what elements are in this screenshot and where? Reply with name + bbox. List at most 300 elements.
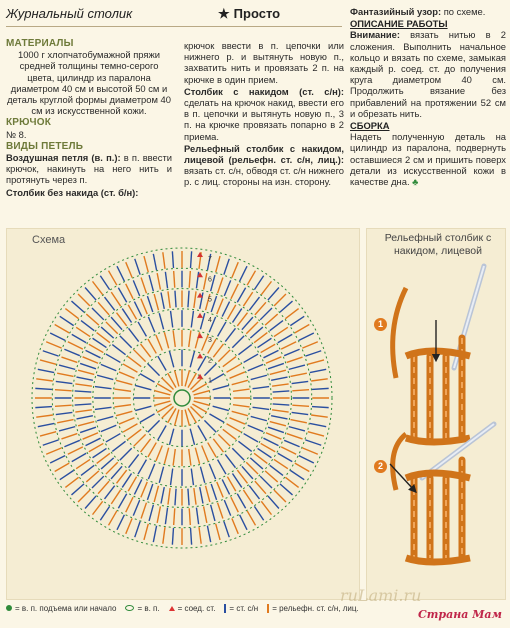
chart-stitch-mark xyxy=(123,424,137,432)
chart-stitch-mark xyxy=(244,354,258,362)
chart-stitch-mark xyxy=(65,477,78,487)
assembly-body: Надеть полученную деталь на цилиндр из паралона, подвернуть оставшиеся 2 см и пришить поверх детали из искусственной кожи в качестве дна. xyxy=(350,131,506,188)
chart-stitch-mark xyxy=(280,484,293,495)
chart-stitch-mark xyxy=(263,350,278,357)
chart-stitch-mark xyxy=(55,325,69,333)
chart-stitch-mark xyxy=(163,527,165,544)
chart-row-number: 1 xyxy=(208,377,212,385)
chart-stitch-mark xyxy=(165,272,167,289)
chart-stitch-mark xyxy=(156,335,162,350)
chart-stitch-mark xyxy=(224,500,230,515)
chart-stitch-mark xyxy=(76,327,90,336)
chart-stitch-mark xyxy=(254,333,267,343)
chart-stitch-mark xyxy=(231,284,238,299)
relief-stitch-illustration xyxy=(366,228,504,598)
chart-stitch-mark xyxy=(247,271,255,285)
chart-stitch-mark xyxy=(169,351,173,367)
chart-stitch-mark xyxy=(60,470,74,479)
chart-stitch-mark xyxy=(299,456,314,463)
chart-stitch-mark xyxy=(255,481,266,494)
chart-stitch-mark xyxy=(106,354,120,362)
chart-stitch-mark xyxy=(281,447,296,454)
chart-stitch-mark xyxy=(111,490,120,504)
chart-stitch-mark xyxy=(305,440,321,445)
chart-stitch-mark xyxy=(38,423,54,426)
chart-stitch-mark xyxy=(93,501,103,514)
chart-stitch-mark xyxy=(40,432,56,436)
chart-stitch-mark xyxy=(189,330,191,347)
chart-stitch-mark xyxy=(292,412,309,414)
chart-stitch-mark xyxy=(232,309,241,323)
chart-stitch-mark xyxy=(122,474,131,488)
double-crochet-text: сделать на крючок накид, ввести его в п. цепочки и вытянуть новую п., 3 п. на крючке провязать попарно в 2 приема. xyxy=(184,97,344,142)
chart-stitch-mark xyxy=(157,273,160,289)
chart-stitch-mark xyxy=(261,281,271,294)
assembly-text xyxy=(350,131,506,187)
chart-stitch-mark xyxy=(78,294,90,306)
magazine-section-title: Журнальный столик xyxy=(6,6,133,21)
chart-stitch-mark xyxy=(195,332,199,348)
chart-stitch-mark xyxy=(216,256,220,272)
chart-stitch-mark xyxy=(141,277,146,293)
chart-stitch-mark xyxy=(43,440,59,445)
chart-stitch-mark xyxy=(144,524,148,540)
chart-stitch-mark xyxy=(71,301,84,312)
chart-stitch-mark xyxy=(35,388,52,389)
chart-stitch-mark xyxy=(289,365,305,369)
legend-item-start xyxy=(6,604,116,613)
chart-stitch-mark xyxy=(100,506,109,520)
site-logo: Страна Мам xyxy=(418,608,502,621)
chart-stitch-mark xyxy=(120,448,132,460)
chart-stitch-mark xyxy=(261,344,275,352)
chart-stitch-mark xyxy=(156,446,162,461)
chart-stitch-mark xyxy=(196,508,198,525)
chart-stitch-mark xyxy=(46,448,61,454)
chart-stitch-mark xyxy=(266,357,281,363)
chart-stitch-mark xyxy=(35,407,52,408)
chart-stitch-mark xyxy=(168,291,170,308)
chart-stitch-mark xyxy=(260,308,272,320)
relief-stitch-text: вязать ст. с/н, обводя ст. с/н нижнего р. с лиц. стороны на изн. сторону. xyxy=(184,165,344,188)
chart-stitch-mark xyxy=(224,280,230,295)
chart-stitch-mark xyxy=(148,443,156,457)
chart-stitch-mark xyxy=(302,342,317,348)
chart-stitch-mark xyxy=(97,416,113,420)
chart-stitch-mark xyxy=(86,471,99,482)
chart-stitch-mark xyxy=(165,508,167,525)
chart-stitch-mark xyxy=(261,501,271,514)
chart-stitch-mark xyxy=(249,297,259,310)
chart-stitch-mark xyxy=(95,407,112,409)
chart-stitch-mark xyxy=(233,389,250,391)
chart-stitch-mark xyxy=(43,351,59,356)
chart-stitch-mark xyxy=(194,488,196,505)
chart-stitch-mark xyxy=(168,488,170,505)
chart-stitch-mark xyxy=(287,434,303,439)
double-crochet-term: Столбик с накидом (ст. с/н): xyxy=(184,85,344,97)
chart-stitch-mark xyxy=(308,432,324,436)
chart-stitch-mark xyxy=(290,316,304,325)
chart-stitch-mark xyxy=(141,439,151,452)
chart-spokes xyxy=(35,251,329,545)
chart-stitch-mark xyxy=(274,459,288,468)
chart-stitch-mark xyxy=(83,357,98,363)
chart-stitch-mark xyxy=(95,387,112,389)
chart-stitch-mark xyxy=(232,474,241,488)
chart-stitch-mark xyxy=(93,448,107,457)
chart-stitch-mark xyxy=(86,314,99,325)
chart-row-number: 7 xyxy=(208,256,212,263)
chart-stitch-mark xyxy=(97,453,110,463)
chart-stitch-mark xyxy=(209,464,215,479)
chart-stitch-mark xyxy=(40,360,56,364)
chart-stitch-mark xyxy=(128,305,136,319)
chart-stitch-mark xyxy=(271,416,287,419)
chart-stitch-mark xyxy=(135,406,151,410)
chart-stitch-mark xyxy=(194,291,196,308)
chart-stitch-mark xyxy=(134,479,141,494)
chart-stitch-mark xyxy=(218,277,223,293)
chart-stitch-mark xyxy=(198,425,206,439)
chart-stitch-mark xyxy=(112,345,125,355)
chart-stitch-mark xyxy=(38,369,54,372)
legend-label-chain: = в. п. xyxy=(137,603,160,613)
chart-stitch-mark xyxy=(231,497,238,512)
chart-stitch-mark xyxy=(68,447,83,454)
chart-stitch-mark xyxy=(254,276,263,290)
chart-stitch-mark xyxy=(312,407,329,408)
chart-stitch-mark xyxy=(154,391,170,395)
chart-stitch-mark xyxy=(148,317,154,332)
chart-stitch-mark xyxy=(237,288,245,302)
chart-stitch-mark xyxy=(308,360,324,364)
chart-stitch-mark xyxy=(268,363,284,368)
chart-stitch-mark xyxy=(101,364,116,370)
chart-stitch-mark xyxy=(310,369,326,372)
legend-item-chain xyxy=(125,604,159,613)
chart-stitch-mark xyxy=(119,418,134,424)
chart-stitch-mark xyxy=(248,425,263,431)
chart-stitch-mark xyxy=(158,425,166,439)
step-1-illustration xyxy=(393,266,484,442)
chart-stitch-mark xyxy=(188,291,189,308)
chart-stitch-mark xyxy=(98,481,109,494)
chart-stitch-mark xyxy=(253,387,270,389)
chart-stitch-mark xyxy=(111,292,120,306)
chart-stitch-mark xyxy=(89,344,103,352)
chart-stitch-mark xyxy=(55,463,69,471)
chart-stitch-mark xyxy=(154,401,170,405)
chart-stitch-mark xyxy=(61,357,77,362)
single-crochet-cont: крючок ввести в п. цепочки или нижнего р. и вытянуть новую п., захватить нить и провязать 2 п. на крючке в один прием. xyxy=(184,40,344,85)
chart-stitch-mark xyxy=(93,338,107,347)
chart-stitch-mark xyxy=(59,365,75,369)
chart-stitch-mark xyxy=(75,404,92,405)
chart-stitch-mark xyxy=(109,271,117,285)
chart-stitch-mark xyxy=(50,456,65,463)
chart-stitch-mark xyxy=(188,489,189,506)
chart-stitch-mark xyxy=(56,381,73,383)
single-crochet-term: Столбик без накида (ст. б/н): xyxy=(6,186,139,198)
chart-stitch-mark xyxy=(164,332,168,348)
chart-row-number: 4 xyxy=(208,316,212,324)
chart-stitch-mark xyxy=(200,467,204,483)
chart-stitch-mark xyxy=(106,434,120,442)
column-stitches xyxy=(184,40,344,189)
chart-stitch-mark xyxy=(175,410,179,426)
chart-stitch-mark xyxy=(204,420,216,432)
legend-item-join xyxy=(169,604,216,613)
chart-stitch-mark xyxy=(117,266,124,281)
chart-stitch-mark xyxy=(154,486,158,502)
chart-stitch-mark xyxy=(36,379,53,381)
chart-stitch-mark xyxy=(71,484,84,495)
chart-stitch-mark xyxy=(232,411,248,415)
chart-stitch-mark xyxy=(222,302,229,317)
materials-heading: МАТЕРИАЛЫ xyxy=(6,38,74,49)
chart-stitch-mark xyxy=(199,527,201,544)
join-mark xyxy=(197,313,203,318)
chart-stitch-mark xyxy=(175,291,176,308)
chart-stitch-mark xyxy=(98,302,109,315)
chart-stitch-mark xyxy=(265,471,278,482)
join-mark xyxy=(197,333,203,338)
chart-stitch-mark xyxy=(260,476,272,488)
chart-stitch-mark xyxy=(138,460,146,474)
chart-stitch-mark xyxy=(128,357,141,367)
chart-stitch-mark xyxy=(268,287,279,300)
chart-stitch-mark xyxy=(233,405,250,407)
chart-stitch-mark xyxy=(97,333,110,343)
green-dot-icon xyxy=(6,605,12,611)
chart-stitch-mark xyxy=(171,311,173,328)
chart-stitch-mark xyxy=(189,271,190,288)
chart-stitch-mark xyxy=(211,296,216,312)
difficulty-text: Просто xyxy=(233,6,281,21)
chart-stitch-mark xyxy=(175,370,179,386)
chart-row-number: 2 xyxy=(208,357,212,365)
chart-stitch-mark xyxy=(72,453,86,461)
double-crochet-icon xyxy=(224,604,226,613)
hook-text: № 8. xyxy=(6,128,27,140)
join-triangle-icon xyxy=(169,606,175,611)
chart-stitch-mark xyxy=(194,401,210,405)
chart-stitch-mark xyxy=(117,470,127,483)
chart-stitch-mark xyxy=(273,391,290,392)
legend-label-relief: = рельефн. ст. с/н, лиц. xyxy=(272,603,359,613)
chart-stitch-mark xyxy=(109,511,117,525)
legend-label-join: = соед. ст. xyxy=(177,603,216,613)
chart-stitch-mark xyxy=(217,482,223,497)
chart-stitch-mark xyxy=(232,448,244,460)
chart-stitch-mark xyxy=(57,373,73,376)
chart-stitch-mark xyxy=(80,427,96,432)
chart-stitch-mark xyxy=(159,313,163,329)
chart-stitch-mark xyxy=(144,256,148,272)
chain-oval-icon xyxy=(125,605,134,611)
chart-stitch-mark xyxy=(148,420,160,432)
chart-stitch-mark xyxy=(311,379,328,381)
chart-stitch-mark xyxy=(57,420,73,423)
chart-stitch-mark xyxy=(237,313,247,326)
chart-stitch-mark xyxy=(299,333,314,340)
chart-stitch-mark xyxy=(174,508,175,525)
chart-stitch-mark xyxy=(126,284,133,299)
chart-stitch-mark xyxy=(290,420,306,423)
chart-stitch-mark xyxy=(189,508,190,525)
chart-stitch-mark xyxy=(50,333,65,340)
chart-stitch-mark xyxy=(230,418,245,424)
chart-stitch-mark xyxy=(105,486,115,499)
chart-stitch-mark xyxy=(223,357,236,367)
chart-stitch-mark xyxy=(216,524,220,540)
chart-stitch-mark xyxy=(97,375,113,379)
chart-stitch-mark xyxy=(116,380,132,384)
chart-stitch-mark xyxy=(171,469,173,486)
chart-stitch-mark xyxy=(254,453,267,463)
legend-label-dc: = ст. с/н xyxy=(229,603,259,613)
chart-row-number: 5 xyxy=(208,296,212,304)
chart-stitch-mark xyxy=(122,309,131,323)
step-2-badge: 2 xyxy=(374,460,387,473)
chart-stitch-mark xyxy=(185,370,189,386)
chart-stitch-mark xyxy=(141,503,146,519)
chart-stitch-mark xyxy=(133,500,139,515)
assembly-heading: СБОРКА xyxy=(350,120,390,132)
chart-stitch-mark xyxy=(230,372,245,378)
chart-stitch-mark xyxy=(185,410,189,426)
chart-stitch-mark xyxy=(266,433,281,439)
chart-stitch-mark xyxy=(116,411,132,415)
chart-stitch-mark xyxy=(60,316,74,325)
chart-stitch-mark xyxy=(76,377,92,380)
chart-stitch-mark xyxy=(118,494,126,508)
chart-stitch-mark xyxy=(289,427,305,431)
chart-stitch-mark xyxy=(284,440,299,446)
chart-stitch-mark xyxy=(36,415,53,417)
chart-stitch-mark xyxy=(204,364,216,376)
chart-stitch-mark xyxy=(135,259,140,275)
chart-stitch-mark xyxy=(232,336,244,348)
attention-text: вязать нитью в 2 сложения. Выполнить начальное кольцо и вязать по схеме, замыкая каждый р. соед. ст. до получения круга диаметром 40 см. Продолжить вязание без прибавлений на протяжении 52 см и обрезать нить. xyxy=(350,29,506,119)
chart-stitch-mark xyxy=(117,313,127,326)
chart-stitch-mark xyxy=(295,463,309,471)
chart-stitch-mark xyxy=(101,425,116,431)
chart-stitch-mark xyxy=(93,281,103,294)
chart-stitch-mark xyxy=(200,487,203,503)
chart-stitch-mark xyxy=(55,405,72,406)
chart-stitch-mark xyxy=(175,489,176,506)
chart-stitch-mark xyxy=(159,467,163,483)
double-crochet-desc xyxy=(184,86,344,142)
chart-stitch-mark xyxy=(148,464,154,479)
chart-stitch-mark xyxy=(161,292,164,308)
chart-stitch-mark xyxy=(232,380,248,384)
chart-stitch-mark xyxy=(59,427,75,431)
chart-stitch-mark xyxy=(191,528,192,545)
chart-stitch-mark xyxy=(78,490,90,502)
chain-stitch-text: в п. ввести крючок, накинуть на него нить и протянуть через п. xyxy=(6,152,172,186)
materials-text: 1000 г хлопчатобумажной пряжи средней толщины темно-серого цвета, цилиндр из паралона диаметром 40 см и высотой 50 см и деталь круглой формы диаметром 40 см из искусственной кожи. xyxy=(7,49,171,117)
chart-stitch-mark xyxy=(134,434,146,446)
chart-stitch-mark xyxy=(195,448,199,464)
chart-stitch-mark xyxy=(237,494,245,508)
chart-stitch-mark xyxy=(224,521,229,537)
chart-stitch-mark xyxy=(140,414,154,422)
chain-stitch-desc xyxy=(6,152,172,186)
chart-stitch-mark xyxy=(61,434,77,439)
chart-stitch-mark xyxy=(274,327,288,336)
chart-stitch-mark xyxy=(147,484,152,500)
chart-stitch-mark xyxy=(190,429,194,445)
chart-stitch-mark xyxy=(163,252,165,269)
chart-stitch-mark xyxy=(290,373,306,376)
chart-stitch-mark xyxy=(157,506,160,522)
chart-stitch-mark xyxy=(83,433,98,439)
center-ring xyxy=(174,390,190,406)
chart-stitch-mark xyxy=(172,528,173,545)
chart-stitch-mark xyxy=(141,344,151,357)
chart-stitch-mark xyxy=(295,325,309,333)
chart-stitch-mark xyxy=(191,469,193,486)
join-mark xyxy=(197,353,203,358)
chart-stitch-mark xyxy=(280,301,293,312)
chart-stitch-mark xyxy=(211,505,215,521)
chart-stitch-mark xyxy=(237,470,247,483)
chart-stitch-mark xyxy=(126,262,132,277)
chart-stitch-mark xyxy=(302,448,317,454)
single-crochet-desc xyxy=(6,187,172,198)
attention-paragraph xyxy=(350,29,506,119)
chart-stitch-mark xyxy=(285,309,298,319)
chart-stitch-mark xyxy=(292,381,309,383)
chart-stitch-mark xyxy=(68,342,83,349)
chart-stitch-mark xyxy=(213,385,229,389)
chart-stitch-mark xyxy=(248,364,263,370)
chart-stitch-mark xyxy=(222,479,229,494)
column-materials xyxy=(6,38,172,199)
chart-stitch-mark xyxy=(227,305,235,319)
pattern-text: по схеме. xyxy=(443,6,486,17)
chart-stitch-mark xyxy=(249,486,259,499)
chart-stitch-mark xyxy=(148,364,160,376)
chart-stitch-mark xyxy=(120,336,132,348)
chart-stitch-mark xyxy=(129,454,139,467)
chart-stitch-mark xyxy=(147,296,152,312)
chart-stitch-mark xyxy=(218,350,230,362)
chart-stitch-mark xyxy=(209,414,223,422)
chart-stitch-mark xyxy=(290,470,304,479)
chart-stitch-mark xyxy=(64,349,79,355)
chart-stitch-mark xyxy=(149,275,153,291)
chart-stitch-mark xyxy=(134,302,141,317)
chart-stitch-mark xyxy=(223,429,236,439)
chart-stitch-mark xyxy=(285,477,298,487)
chart-stitch-mark xyxy=(284,349,299,355)
chart-stitch-mark xyxy=(270,321,283,331)
chart-stitch-mark xyxy=(208,443,216,457)
chart-stitch-mark xyxy=(78,370,94,374)
chart-stitch-mark xyxy=(135,521,140,537)
chart-stitch-mark xyxy=(265,314,278,325)
chart-stitch-mark xyxy=(134,350,146,362)
chart-stitch-mark xyxy=(118,288,126,302)
chart-stitch-mark xyxy=(278,453,292,461)
chart-stitch-mark xyxy=(149,505,153,521)
chart-stitch-mark xyxy=(218,434,230,446)
legend-item-dc xyxy=(224,604,258,613)
